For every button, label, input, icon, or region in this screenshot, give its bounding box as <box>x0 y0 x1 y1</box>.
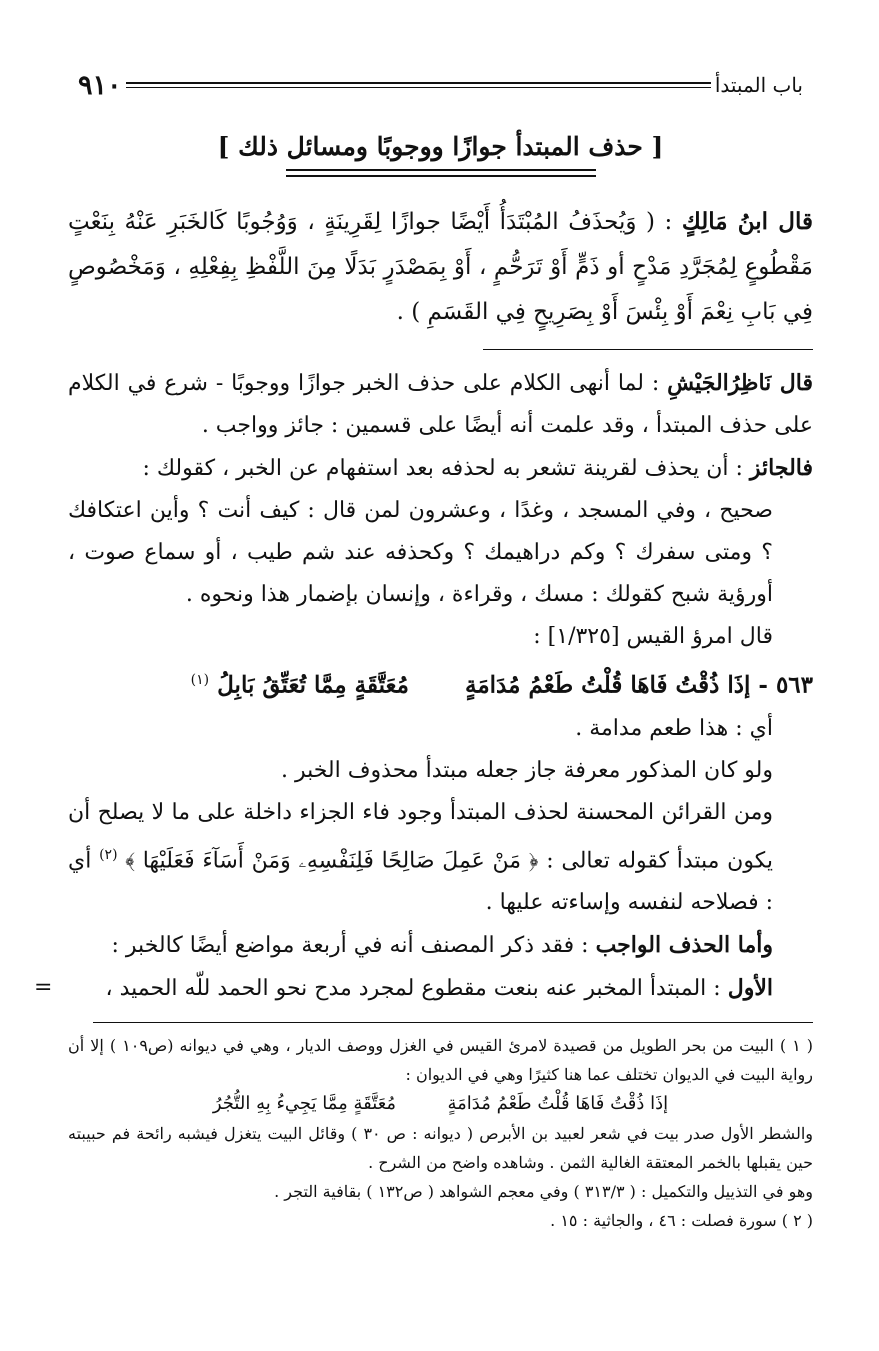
verse-number: ٥٦٣ - <box>758 671 813 699</box>
page-number: ٩١٠ <box>78 69 122 101</box>
footnote-1-a: ( ١ ) البيت من بحر الطويل من قصيدة لامرئ القيس في الغزل ووصف الديار ، وهي في ديوانه (ص١٠٩ ) إلا أن رواية البيت في الديوان تختلف عما هنا كثيرًا وهي في الديوان : <box>68 1035 814 1084</box>
wajib-text: : فقد ذكر المصنف أنه في أربعة مواضع أيضًا كالخبر : <box>111 932 589 958</box>
chapter-title: باب المبتدأ <box>714 73 803 97</box>
matn-text: : ( وَيُحذَفُ المُبْتَدَأُ أَيْضًا جوازًا لِقَرِينَةٍ ، وَوُجُوبًا كَالخَبَرِ عَنْهُ بِنَعْتٍ مَقْطُوعٍ لِمُجَرَّدِ مَدْحٍ أو ذَمٍّ أَوْ تَرَحُّمٍ ، أَوْ بِمَصْدَرٍ بَدَلًا مِنَ اللَّفْظِ بِفِعْلِهِ ، وَمَخْصُوصٍ فِي بَابِ نِعْمَ أَوْ بِئْسَ أَوْ بِصَرِيحٍ فِي القَسَمِ ) . <box>68 209 813 325</box>
footnote-ref-2: (٢) <box>99 846 118 863</box>
verse-563 <box>68 658 813 708</box>
sharh-intro <box>68 362 813 447</box>
fn-verse-second: مُعَتَّقَةٍ مِمَّا يَجِيءُ بِهِ التُّجُرُ <box>212 1092 397 1114</box>
wajib-paragraph <box>68 924 813 967</box>
sharh-author: قال نَاظِرُالجَيْشِ <box>667 370 813 396</box>
matn-paragraph <box>68 199 813 335</box>
verse-first-hemistich: إذَا ذُقْتُ فَاهَا قُلْتُ طَعْمُ مُدَامَةٍ <box>465 671 751 699</box>
explain-line: أي : هذا طعم مدامة . <box>575 715 773 741</box>
footnote-1-c: وهو في التذييل والتكميل : ( ٣١٣/٣ ) وفي معجم الشواهد ( ص١٣٢ ) بقافية التجر . <box>274 1181 813 1201</box>
qarain-end: أي : فصلاحه لنفسه وإساءته عليها . <box>68 847 773 915</box>
verse-second-hemistich: مُعَتَّقَةٍ مِمَّا تُعَتِّقُ بَابِلُ <box>217 671 409 699</box>
footnote-2: ( ٢ ) سورة فصلت : ٤٦ ، والجاثية : ١٥ . <box>550 1210 813 1230</box>
section-title: [ حذف المبتدأ جوازًا ووجوبًا ومسائل ذلك ] <box>217 132 664 161</box>
matn-author: قال ابنُ مَالِكٍ <box>681 208 814 235</box>
qarain-text: ومن القرائن المحسنة لحذف المبتدأ وجود فاء الجزاء داخلة على ما لا يصلح أن يكون مبتدأ كقوله تعالى : ﴿ مَنْ عَمِلَ صَالِحًا فَلِنَفْسِهِۦ وَمَنْ أَسَآءَ فَعَلَيْهَا ﴾ <box>68 799 773 873</box>
footnote-1-b: والشطر الأول صدر بيت في شعر لعبيد بن الأبرص ( ديوانه : ص ٣٠ ) وقائل البيت يتغزل فيشبه رائحة فم حبيبته حين يقبلها بالخمر المعتقة الغالية الثمن . وشاهده واضح من الشرح . <box>68 1123 813 1172</box>
first-text: : المبتدأ المخبر عنه بنعت مقطوع لمجرد مدح نحو الحمد للّه الحميد ، <box>105 975 721 1001</box>
header-rule <box>126 82 711 88</box>
jaiz-paragraph <box>68 447 813 490</box>
if-known-line: ولو كان المذكور معرفة جاز جعله مبتدأ محذوف الخبر . <box>280 757 773 783</box>
poet-line: قال امرؤ القيس [١/٣٢٥] : <box>533 624 773 649</box>
footnote-separator <box>93 1022 813 1023</box>
jaiz-label: فالجائز <box>749 455 813 481</box>
jaiz-text: : أن يحذف لقرينة تشعر به لحذفه بعد استفهام عن الخبر ، كقولك : <box>142 456 743 481</box>
fn-verse-first: إذَا ذُقْتُ فَاهَا قُلْتُ طَعْمُ مُدَامَةٍ <box>447 1092 669 1114</box>
continuation-mark: = <box>34 974 53 1000</box>
matn-separator <box>483 349 813 350</box>
sharh-intro-text: : لما أنهى الكلام على حذف الخبر جوازًا ووجوبًا - شرع في الكلام على حذف المبتدأ ، وقد علمت أنه أيضًا على قسمين : جائز وواجب . <box>68 371 813 438</box>
book-page <box>34 60 814 1235</box>
first-case-paragraph <box>34 967 813 1010</box>
wajib-label: وأما الحذف الواجب <box>595 931 773 958</box>
first-label: الأول <box>727 974 773 1001</box>
qarain-paragraph <box>68 792 813 924</box>
footnote-1-verse <box>68 1089 813 1119</box>
footnote-ref-1: (١) <box>190 672 210 688</box>
examples-paragraph: صحيح ، وفي المسجد ، وغدًا ، وعشرون لمن قال : كيف أنت ؟ وأين اعتكافك ؟ ومتى سفرك ؟ وكم دراهيمك ؟ وكحذفه عند شم طيب ، أو سماع صوت ، أورؤية شبح كقولك : مسك ، وقراءة ، وإنسان بإضمار هذا ونحوه . <box>68 498 773 607</box>
title-underline <box>286 169 596 177</box>
running-header <box>68 60 813 110</box>
